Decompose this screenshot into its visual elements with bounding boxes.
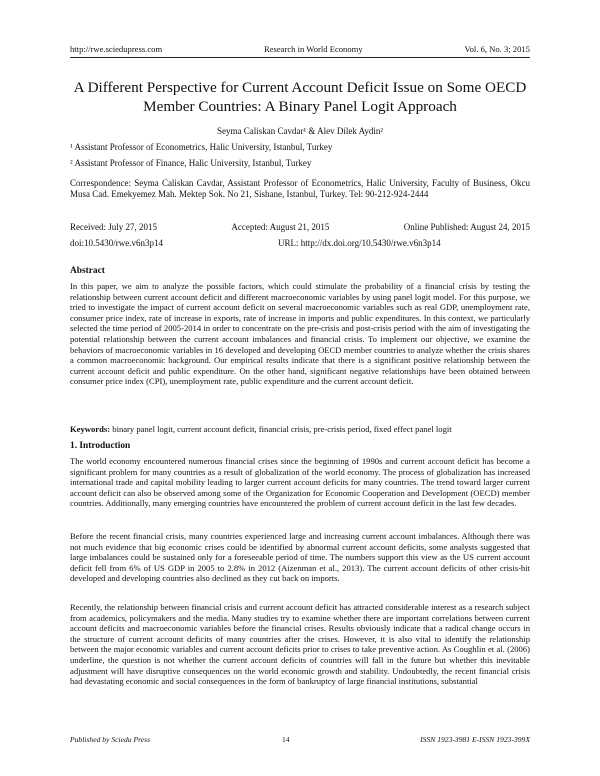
abstract-text: In this paper, we aim to analyze the possible factors, which could stimulate the probability of a financial crisis by testing the relationship between current account deficit and different macroeconomic variables by using panel logit model. For this purpose, we tried to investigate the impact of current account deficit on several macroeconomic variables such as real GDP, unemployment rate, consumer price index, rate of increase in exports, rate of increase in imports and public expenditures. In this context, we particularly selected the time period of 2005-2014 in order to concentrate on the pre-crisis and post-crisis period with the aim of investigating the potential relationship between the current account imbalances and financial crisis. To implement our objective, we examine the behaviors of macroeconomic variables in 16 developed and developing OECD member countries to analyze whether the crisis shares a common macroeconomic background. Our empirical results indicate that there is a significant positive relationship between the current account deficit and public expenditure. On the other hand, significant negative relationships have been obtained between consumer price index (CPI), unemployment rate, public expenditure and the current account deficit. [70,281,530,387]
affiliation-2: ² Assistant Professor of Finance, Halic University, Istanbul, Turkey [70,158,312,168]
published-date: Online Published: August 24, 2015 [403,222,530,232]
header-divider [70,57,530,58]
keywords [70,424,530,435]
paper-title: A Different Perspective for Current Account Deficit Issue on Some OECD Member Countries: A Binary Panel Logit Approach [73,79,527,115]
correspondence: Correspondence: Seyma Caliskan Cavdar, Assistant Professor of Econometrics, Halic University, Faculty of Business, Okcu Musa Cad. Emekyemez Mah. Mektep Sok. No 21, Sishane, Istanbul, Turkey. Tel: 90-212-924-2444 [70,178,530,199]
issn: ISSN 1923-3981 E-ISSN 1923-399X [420,735,530,744]
received-date: Received: July 27, 2015 [70,222,157,232]
affiliation-1: ¹ Assistant Professor of Econometrics, Halic University, Istanbul, Turkey [70,142,333,152]
keywords-label: Keywords: [70,424,111,434]
publisher: Published by Sciedu Press [70,735,151,744]
running-header [70,44,530,54]
author-line: Seyma Caliskan Cavdar¹ & Alev Dilek Aydin² [216,126,384,136]
doi[interactable]: doi:10.5430/rwe.v6n3p14 [70,238,163,248]
intro-paragraph-1: The world economy encountered numerous financial crises since the beginning of 1990s and current account deficit has become a significant problem for many countries as a result of globalization of the world economy. The process of globalization has increased international trade and capital mobility leading to larger current account deficits for many countries. The trend toward larger current account deficit can also be observed among some of the Organization for Economic Cooperation and Development (OECD) member countries. Additionally, many emerging countries have encountered the problem of current account deficit in the last few decades. [70,456,530,509]
page-number: 14 [282,735,290,744]
introduction-heading: 1. Introduction [70,441,131,451]
journal-url[interactable]: http://rwe.sciedupress.com [70,44,163,54]
intro-paragraph-2: Before the recent financial crisis, many countries experienced large and increasing current account imbalances. Although there was not much evidence that big economic crises could be identified by abnormal current account deficits, some analysts suggested that large imbalances could be sustained only for a foreseeable period of time. The numbers support this view as the US current account deficit fell from 6% of US GDP in 2005 to 2.8% in 2012 (Aizenman et al., 2013). The current account deficits of other crisis-hit developed and developing countries also declined as they cut back on imports. [70,531,530,584]
keywords-list: binary panel logit, current account deficit, financial crisis, pre-crisis period, fixed effect panel logit [112,424,452,434]
publication-dates [70,222,530,232]
journal-name: Research in World Economy [263,44,363,54]
volume-info: Vol. 6, No. 3; 2015 [464,44,530,54]
doi-line [70,238,530,248]
abstract-heading: Abstract [70,266,105,276]
doi-url[interactable]: URL: http://dx.doi.org/10.5430/rwe.v6n3p14 [278,238,441,248]
intro-paragraph-3: Recently, the relationship between financial crisis and current account deficit has attracted considerable interest as a research subject from academics, policymakers and the media. Many studies try to examine whether there are important correlations between current account deficits and macroeconomic variables before the financial crises. Results obviously indicate that a radical change occurs in the structure of current account deficits of many countries after the crises. However, it is also vital to identify the relationship between the major economic variables and current account deficits prior to crises to take preventive action. As Coughlin et al. (2006) underline, the question is not whether the current account deficits of countries will fall in the future but whether this inevitable adjustment will have disruptive consequences on the world economic growth and stability. Undoubtedly, the recent financial crisis had devastating economic and social consequences in the form of bankruptcy of large financial institutions, substantial [70,602,530,687]
accepted-date: Accepted: August 21, 2015 [231,222,330,232]
